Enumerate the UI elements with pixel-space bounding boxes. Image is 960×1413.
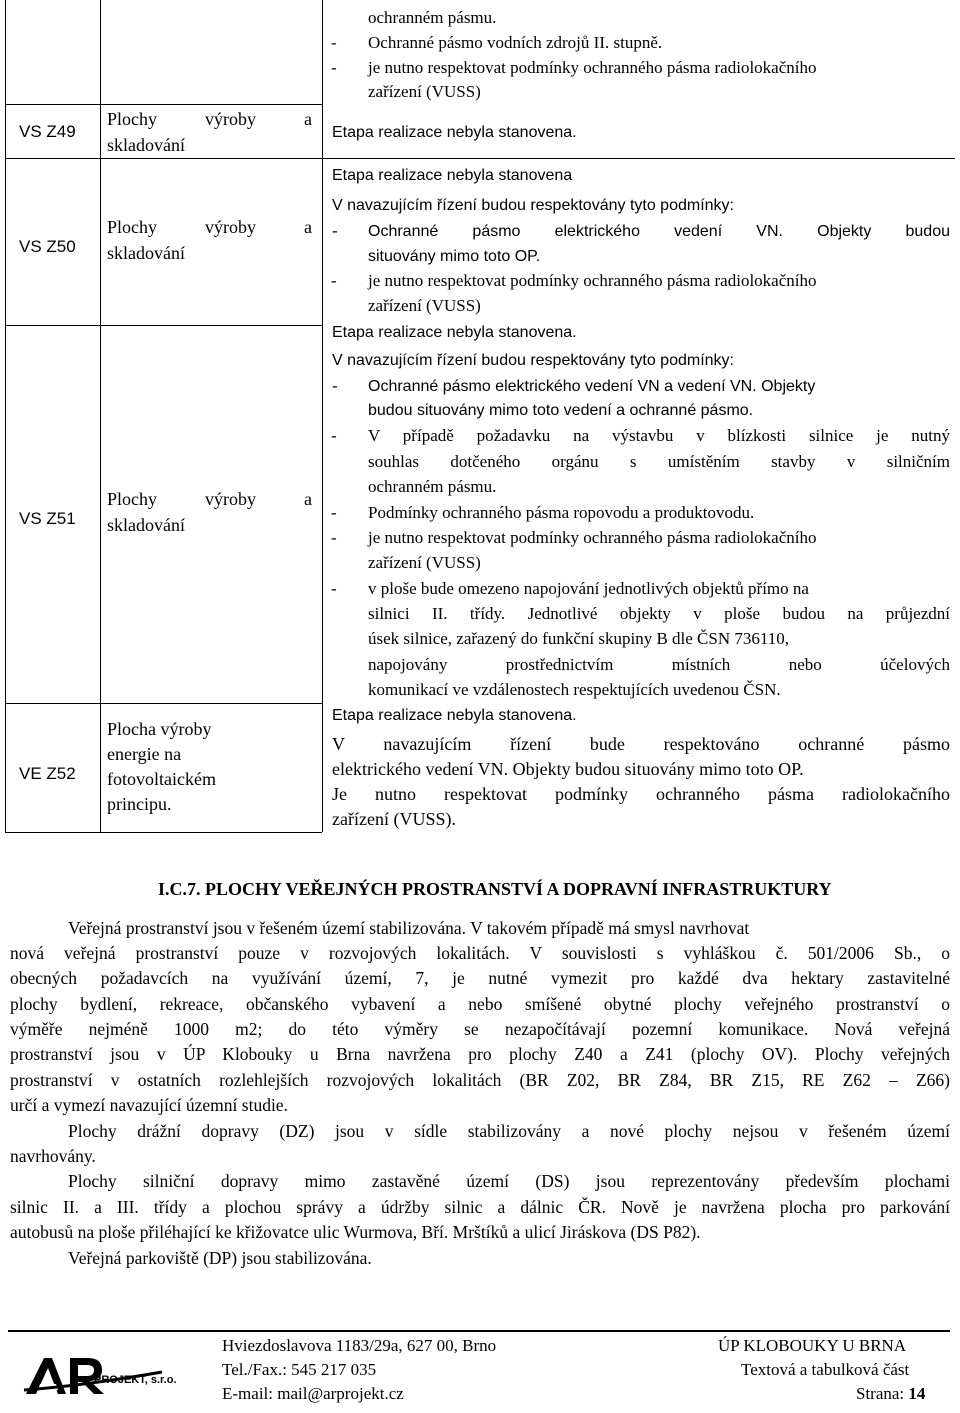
- condition-bullet: -: [331, 33, 337, 52]
- condition-line: situovány mimo toto OP.: [368, 248, 541, 265]
- condition-bullet: -: [331, 426, 337, 445]
- footer-rule: [8, 1330, 950, 1332]
- zone-use: výroby: [205, 489, 256, 509]
- condition-line: Ochranné pásmo vodních zdrojů II. stupně.: [368, 33, 663, 52]
- condition-line: Ochranné pásmo elektrického vedení VN a vedení VN. Objekty: [368, 378, 816, 395]
- footer-phone: Tel./Fax.: 545 217 035: [222, 1360, 377, 1379]
- zone-use: Plochy: [107, 217, 158, 237]
- condition-bullet: -: [331, 503, 337, 522]
- condition-line: ochranném pásmu.: [368, 477, 497, 496]
- paragraph-line: prostranství v ostatních rozlehlejších rozvojových lokalitách (BR Z02, BR Z84, BR Z15, RE Z62 – Z66): [10, 1070, 950, 1090]
- row-border: [5, 104, 322, 105]
- condition-line: silnici II. třídy. Jednotlivé objekty v ploše budou na průjezdní: [368, 604, 950, 623]
- paragraph-line: autobusů na ploše přiléhající ke křižovatce ulic Wurmova, Bří. Mrštíků a ulicí Jiráskova (DS P82).: [10, 1222, 701, 1242]
- condition-bullet: -: [331, 579, 337, 598]
- zone-use: principu.: [107, 794, 172, 814]
- condition-line: úsek silnice, zařazený do funkční skupiny B dle ČSN 736110,: [368, 629, 789, 648]
- condition-line: zařízení (VUSS): [368, 296, 481, 315]
- row-border: [5, 158, 955, 159]
- condition-bullet: -: [332, 376, 338, 395]
- condition-bullet: -: [331, 271, 337, 290]
- zone-use: energie na: [107, 744, 182, 764]
- zone-use: skladování: [107, 515, 185, 535]
- zone-code: VE Z52: [19, 764, 76, 783]
- paragraph-line: určí a vymezí navazující územní studie.: [10, 1095, 288, 1115]
- condition-line: Podmínky ochranného pásma ropovodu a produktovodu.: [368, 503, 755, 522]
- table-border-bottom: [5, 832, 322, 833]
- zone-use: výroby: [205, 109, 256, 129]
- section-heading: I.C.7. PLOCHY VEŘEJNÝCH PROSTRANSTVÍ A DOPRAVNÍ INFRASTRUKTURY: [158, 879, 832, 899]
- footer-page: [856, 1384, 925, 1404]
- condition-line: Je nutno respektovat podmínky ochranného pásma radiolokačního: [332, 784, 950, 804]
- paragraph-line: plochy bydlení, rekreace, občanského vybavení a nebo smíšené obytné plochy veřejného prostranství o: [10, 994, 950, 1014]
- company-logo: [22, 1350, 192, 1398]
- footer-doc-title: ÚP KLOBOUKY U BRNA: [718, 1336, 907, 1355]
- footer-doc-part: Textová a tabulková část: [741, 1360, 910, 1379]
- row-border: [5, 325, 322, 326]
- condition-line: je nutno respektovat podmínky ochranného pásma radiolokačního: [368, 58, 817, 77]
- paragraph-line: obecných požadavcích na využívání území, 7, je nutné vymezit pro každé dva hektary zastavitelné: [10, 968, 950, 988]
- logo-subtitle: PROJEKT, s.r.o.: [94, 1374, 177, 1386]
- condition-line: zařízení (VUSS).: [332, 809, 456, 829]
- paragraph-line: Veřejná prostranství jsou v řešeném území stabilizována. V takovém případě má smysl navrhovat: [68, 918, 750, 938]
- condition-line: Etapa realizace nebyla stanovena.: [332, 707, 577, 724]
- condition-line: budou situovány mimo toto vedení a ochranné pásmo.: [368, 402, 754, 419]
- condition-line: v ploše bude omezeno napojování jednotlivých objektů přímo na: [368, 579, 809, 598]
- condition-line: Etapa realizace nebyla stanovena.: [332, 124, 577, 141]
- condition-line: Ochranné pásmo elektrického vedení VN. Objekty budou: [368, 223, 950, 240]
- condition-line: napojovány prostřednictvím místních nebo účelových: [368, 655, 950, 674]
- paragraph-line: nová veřejná prostranství pouze v rozvojových lokalitách. V souvislosti s vyhláškou č. 501/2006 Sb., o: [10, 943, 950, 963]
- paragraph-line: prostranství jsou v ÚP Klobouky u Brna navržena pro plochy Z40 a Z41 (plochy OV). Plochy veřejných: [10, 1044, 950, 1064]
- condition-line: zařízení (VUSS): [368, 553, 481, 572]
- zone-code: VS Z50: [19, 237, 76, 256]
- zone-use: Plochy: [107, 109, 158, 129]
- row-border: [5, 703, 322, 704]
- paragraph-line: silnic II. a III. třídy a plochou správy a údržby silnic a dálnic ČR. Nově je navržena plocha pro parkování: [10, 1197, 950, 1217]
- paragraph-line: výměře nejméně 1000 m2; do této výměry se nezapočítávají pozemní komunikace. Nová veřejná: [10, 1019, 950, 1039]
- condition-line: V případě požadavku na výstavbu v blízkosti silnice je nutný: [368, 426, 950, 445]
- condition-line: komunikací ve vzdálenostech respektujících uvedenou ČSN.: [368, 680, 781, 699]
- zone-use: Plochy: [107, 489, 158, 509]
- condition-line: V navazujícím řízení bude respektováno ochranné pásmo: [332, 734, 950, 754]
- zone-use: výroby: [205, 217, 256, 237]
- zone-use: a: [304, 217, 312, 237]
- zone-use: fotovoltaickém: [107, 769, 216, 789]
- condition-line: je nutno respektovat podmínky ochranného pásma radiolokačního: [368, 271, 817, 290]
- zone-use: skladování: [107, 135, 185, 155]
- table-border-left: [5, 0, 6, 832]
- condition-line: zařízení (VUSS): [368, 82, 481, 101]
- condition-line: souhlas dotčeného orgánu s umístěním stavby v silničním: [368, 452, 950, 471]
- condition-line: elektrického vedení VN. Objekty budou situovány mimo toto OP.: [332, 759, 804, 779]
- condition-line: Etapa realizace nebyla stanovena: [332, 167, 573, 184]
- condition-bullet: -: [331, 58, 337, 77]
- zone-use: a: [304, 489, 312, 509]
- footer-email: E-mail: mail@arprojekt.cz: [222, 1384, 404, 1403]
- zone-use: Plocha výroby: [107, 719, 212, 739]
- condition-line: Etapa realizace nebyla stanovena.: [332, 324, 577, 341]
- condition-bullet: -: [331, 528, 337, 547]
- condition-line: V navazujícím řízení budou respektovány tyto podmínky:: [332, 197, 734, 214]
- footer-address: Hviezdoslavova 1183/29a, 627 00, Brno: [222, 1336, 497, 1355]
- paragraph-line: Plochy drážní dopravy (DZ) jsou v sídle stabilizovány a nové plochy nejsou v řešeném území: [68, 1121, 950, 1141]
- condition-line: V navazujícím řízení budou respektovány tyto podmínky:: [332, 352, 734, 369]
- paragraph-line: navrhovány.: [10, 1146, 96, 1166]
- zone-use: skladování: [107, 243, 185, 263]
- page-number: 14: [908, 1384, 926, 1403]
- condition-bullet: -: [332, 221, 338, 240]
- paragraph-line: Veřejná parkoviště (DP) jsou stabilizována.: [68, 1248, 372, 1268]
- table-divider-code: [100, 0, 101, 832]
- paragraph-line: Plochy silniční dopravy mimo zastavěné území (DS) jsou reprezentovány především plochami: [68, 1171, 950, 1191]
- zone-use: a: [304, 109, 312, 129]
- condition-line: je nutno respektovat podmínky ochranného pásma radiolokačního: [368, 528, 817, 547]
- zone-code: VS Z51: [19, 509, 76, 528]
- condition-line: ochranném pásmu.: [368, 8, 497, 27]
- page-label: Strana:: [856, 1384, 905, 1403]
- table-divider-use: [322, 0, 323, 832]
- zone-code: VS Z49: [19, 122, 76, 141]
